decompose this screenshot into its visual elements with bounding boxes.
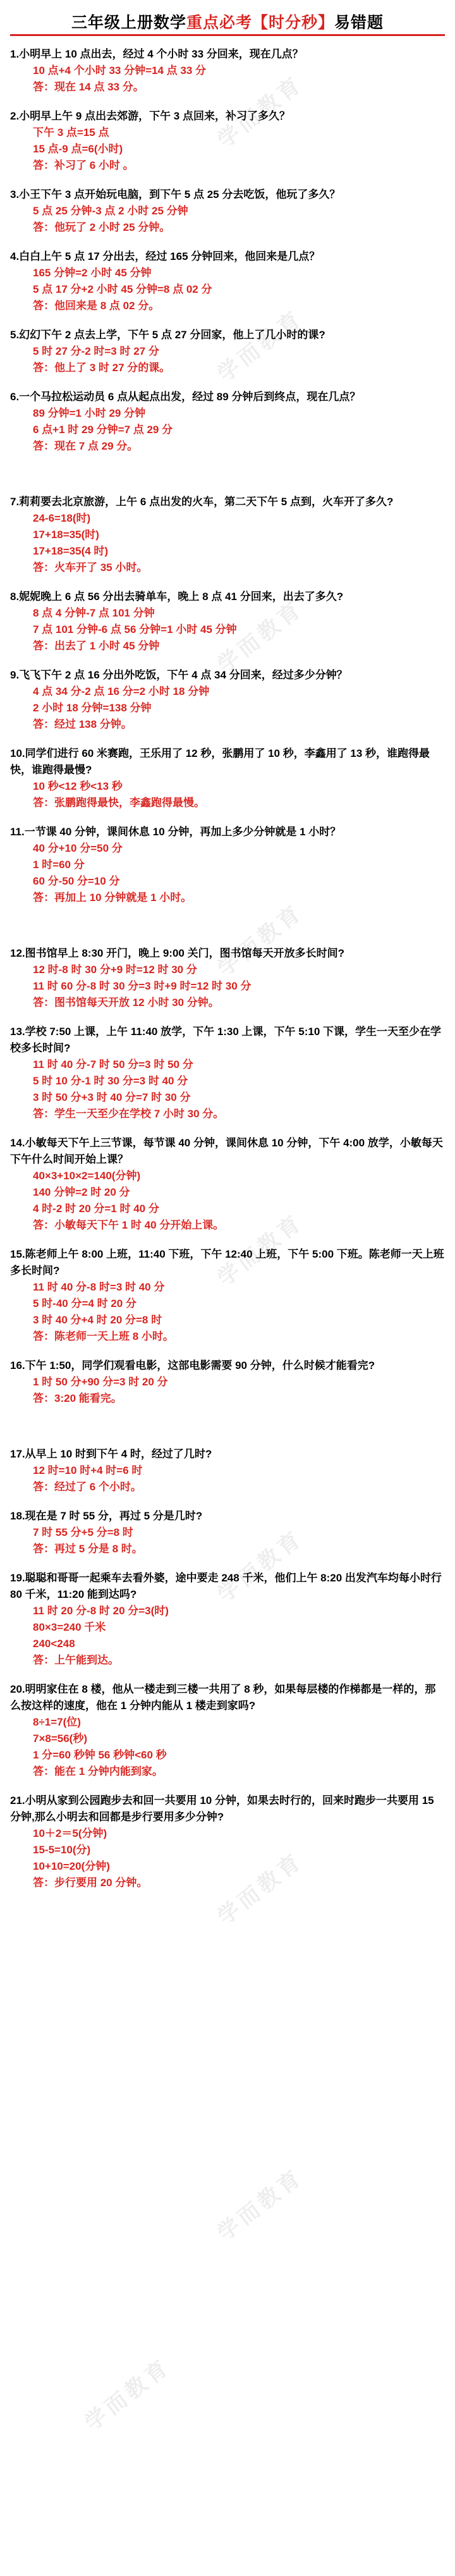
question-text: 2.小明早上午 9 点出去郊游，下午 3 点回来，补习了多久？ <box>10 110 290 122</box>
block-spacer <box>10 317 445 327</box>
questions-list <box>10 42 445 1904</box>
block-spacer <box>10 1236 445 1246</box>
question-block <box>10 824 445 906</box>
answer-line: 下午 3 点=15 点 <box>33 126 109 138</box>
block-spacer <box>10 98 445 108</box>
question-block <box>10 248 445 314</box>
answer-line: 1 时 50 分+90 分=3 时 20 分 <box>33 1376 168 1388</box>
question-text: 1.小明早上 10 点出去，经过 4 个小时 33 分回来，现在几点？ <box>10 48 303 60</box>
answer-line: 答：3:20 能看完。 <box>33 1392 122 1404</box>
watermark: 学而教育 <box>80 2354 175 2436</box>
answer-line: 4 时-2 时 20 分=1 时 40 分 <box>33 1203 159 1215</box>
title-divider <box>10 34 445 36</box>
answer-line: 89 分钟=1 小时 29 分钟 <box>33 407 146 419</box>
answer-line: 12 时-8 时 30 分+9 时=12 时 30 分 <box>33 964 197 976</box>
answer-line: 17+18=35(时) <box>33 529 99 541</box>
question-block <box>10 945 445 1011</box>
answer-line: 答：补习了 6 小时 。 <box>33 159 134 171</box>
answer-line: 12 时=10 时+4 时=6 时 <box>33 1464 143 1476</box>
answer-line: 24-6=18(时) <box>33 512 91 524</box>
watermark: 学而教育 <box>213 1210 308 1291</box>
answer-line: 1 时=60 分 <box>33 859 85 871</box>
watermark: 学而教育 <box>213 596 308 678</box>
block-spacer <box>10 1894 445 1904</box>
question-text: 19.聪聪和哥哥一起乘车去看外婆，途中要走 248 千米，他们上午 8:20 出发汽车均每小时行 80 千米，11:20 能到达吗? <box>10 1572 442 1600</box>
answer-line: 8 点 4 分钟-7 点 101 分钟 <box>33 607 155 619</box>
block-spacer <box>10 457 445 494</box>
answer-line: 5 时-40 分=4 时 20 分 <box>33 1297 136 1309</box>
answer-line: 答：经过了 6 个小时。 <box>33 1481 142 1493</box>
answer-line: 7 点 101 分钟-6 点 56 分钟=1 小时 45 分钟 <box>33 623 237 635</box>
answer-line: 答：小敏每天下午 1 时 40 分开始上课。 <box>33 1219 224 1231</box>
watermark: 学而教育 <box>213 2164 308 2246</box>
answer-line: 答：再过 5 分是 8 时。 <box>33 1543 143 1555</box>
answer-line: 2 小时 18 分钟=138 分钟 <box>33 702 152 714</box>
answer-line: 答：他回来是 8 点 02 分。 <box>33 300 160 312</box>
watermark: 学而教育 <box>213 1526 308 1607</box>
answer-line: 1 分=60 秒钟 56 秒钟<60 秒 <box>33 1749 167 1761</box>
answer-line: 10 秒<12 秒<13 秒 <box>33 780 123 792</box>
question-text: 17.从早上 10 时到下午 4 时，经过了几时? <box>10 1448 212 1460</box>
block-spacer <box>10 238 445 248</box>
question-block <box>10 1135 445 1234</box>
answer-line: 17+18=35(4 时) <box>33 545 109 557</box>
question-block <box>10 1446 445 1495</box>
watermark: 学而教育 <box>213 305 308 387</box>
block-spacer <box>10 814 445 824</box>
answer-line: 10＋2＝5(分钟) <box>33 1827 107 1839</box>
answer-line: 7×8=56(秒) <box>33 1733 87 1745</box>
block-spacer <box>10 1498 445 1508</box>
question-block <box>10 389 445 455</box>
watermark: 学而教育 <box>213 1848 308 1930</box>
answer-line: 40×3+10×2=140(分钟) <box>33 1170 141 1182</box>
answer-line: 40 分+10 分=50 分 <box>33 842 123 854</box>
block-spacer <box>10 379 445 389</box>
question-block <box>10 1570 445 1669</box>
block-spacer <box>10 1014 445 1024</box>
title-part-2: 重点必考【时分秒】 <box>186 14 334 32</box>
answer-line: 5 时 27 分-2 时=3 时 27 分 <box>33 345 159 357</box>
answer-line: 4 点 34 分-2 点 16 分=2 小时 18 分钟 <box>33 685 210 697</box>
answer-line: 165 分钟=2 小时 45 分钟 <box>33 267 152 279</box>
answer-line: 10+10=20(分钟) <box>33 1860 110 1872</box>
question-text: 3.小王下午 3 点开始玩电脑，到下午 5 点 25 分去吃饭，他玩了多久？ <box>10 188 341 200</box>
answer-line: 11 时 40 分-7 时 50 分=3 时 50 分 <box>33 1058 193 1070</box>
question-text: 4.白白上午 5 点 17 分出去，经过 165 分钟回来，他回来是几点？ <box>10 250 320 262</box>
question-text: 20.明明家住在 8 楼，他从一楼走到三楼一共用了 8 秒，如果每层楼的作梯都是一样的，那么按这样的速度，他在 1 分钟内能从 1 楼走到家吗? <box>10 1683 436 1712</box>
answer-line: 答：现在 7 点 29 分。 <box>33 440 138 452</box>
question-text: 14.小敏每天下午上三节课，每节课 40 分钟，课间休息 10 分钟，下午 4:00 放学，小敏每天下午什么时间开始上课？ <box>10 1137 443 1165</box>
answer-line: 5 时 10 分-1 时 30 分=3 时 40 分 <box>33 1075 188 1087</box>
question-text: 13.学校 7:50 上课，上午 11:40 放学，下午 1:30 上课，下午 5:10 下课，学生一天至少在学校多长时间? <box>10 1026 442 1054</box>
block-spacer <box>10 1347 445 1358</box>
question-text: 11.一节课 40 分钟，课间休息 10 分钟，再加上多少分钟就是 1 小时？ <box>10 826 341 838</box>
question-text: 18.现在是 7 时 55 分，再过 5 分是几时? <box>10 1510 203 1522</box>
answer-line: 答：上午能到达。 <box>33 1654 119 1666</box>
question-block <box>10 1508 445 1557</box>
block-spacer <box>10 1671 445 1681</box>
question-block <box>10 1024 445 1122</box>
answer-line: 8÷1=7(位) <box>33 1716 81 1728</box>
answer-line: 答：图书馆每天开放 12 小时 30 分钟。 <box>33 997 219 1009</box>
question-block <box>10 1358 445 1407</box>
answer-line: 答：再加上 10 分钟就是 1 小时。 <box>33 892 192 904</box>
question-block <box>10 667 445 733</box>
watermark: 学而教育 <box>213 71 308 153</box>
answer-line: 答：能在 1 分钟内能到家。 <box>33 1765 163 1777</box>
answer-line: 60 分-50 分=10 分 <box>33 875 120 887</box>
answer-line: 240<248 <box>33 1638 75 1650</box>
answer-line: 3 时 40 分+4 时 20 分=8 时 <box>33 1314 162 1326</box>
question-text: 5.幻幻下午 2 点去上学，下午 5 点 27 分回家，他上了几小时的课? <box>10 329 325 341</box>
answer-line: 6 点+1 时 29 分钟=7 点 29 分 <box>33 424 173 436</box>
question-text: 21.小明从家到公园跑步去和回一共要用 10 分钟，如果去时行的，回来时跑步一共要用 15 分钟,那么小明去和回都是步行要用多少分钟? <box>10 1794 434 1823</box>
answer-line: 80×3=240 千米 <box>33 1621 106 1633</box>
block-spacer <box>10 735 445 745</box>
answer-line: 7 时 55 分+5 分=8 时 <box>33 1526 133 1538</box>
block-spacer <box>10 1125 445 1135</box>
answer-line: 140 分钟=2 时 20 分 <box>33 1186 130 1198</box>
answer-line: 11 时 60 分-8 时 30 分=3 时+9 时=12 时 30 分 <box>33 980 252 992</box>
block-spacer <box>10 909 445 945</box>
question-text: 8.妮妮晚上 6 点 56 分出去骑单车，晚上 8 点 41 分回来，出去了多久? <box>10 591 344 603</box>
question-block <box>10 745 445 811</box>
answer-line: 15 点-9 点=6(小时) <box>33 143 123 155</box>
block-spacer <box>10 1409 445 1446</box>
answer-line: 11 时 40 分-8 时=3 时 40 分 <box>33 1281 165 1293</box>
question-block <box>10 1246 445 1345</box>
answer-line: 答：步行要用 20 分钟。 <box>33 1877 148 1889</box>
answer-line: 11 时 20 分-8 时 20 分=3(时) <box>33 1605 169 1617</box>
question-block <box>10 1681 445 1780</box>
question-text: 10.同学们进行 60 米赛跑，王乐用了 12 秒，张鹏用了 10 秒，李鑫用了 13 秒，谁跑得最快，谁跑得最慢? <box>10 747 430 776</box>
block-spacer <box>10 657 445 667</box>
question-block <box>10 494 445 576</box>
block-spacer <box>10 579 445 589</box>
question-text: 15.陈老师上午 8:00 上班，11:40 下班，下午 12:40 上班，下午 5:00 下班。陈老师一天上班多长时间? <box>10 1248 444 1277</box>
block-spacer <box>10 1560 445 1570</box>
answer-line: 答：现在 14 点 33 分。 <box>33 81 144 93</box>
answer-line: 答：陈老师一天上班 8 小时。 <box>33 1330 174 1342</box>
block-spacer <box>10 176 445 187</box>
title-part-1: 三年级上册数学 <box>71 14 186 32</box>
answer-line: 3 时 50 分+3 时 40 分=7 时 30 分 <box>33 1091 191 1103</box>
answer-line: 答：出去了 1 小时 45 分钟 <box>33 640 160 652</box>
answer-line: 答：经过 138 分钟。 <box>33 718 132 730</box>
question-text: 12.图书馆早上 8:30 开门，晚上 9:00 关门，图书馆每天开放多长时间? <box>10 947 344 959</box>
question-block <box>10 327 445 376</box>
question-block <box>10 108 445 174</box>
question-block <box>10 187 445 236</box>
answer-line: 答：学生一天至少在学校 7 小时 30 分。 <box>33 1108 224 1120</box>
answer-line: 答：张鹏跑得最快，李鑫跑得最慢。 <box>33 797 205 809</box>
question-block <box>10 46 445 95</box>
question-block <box>10 1793 445 1891</box>
question-text: 16.下午 1:50，同学们观看电影，这部电影需要 90 分钟，什么时候才能看完? <box>10 1359 375 1371</box>
page-title <box>10 6 445 42</box>
answer-line: 10 点+4 个小时 33 分钟=14 点 33 分 <box>33 64 207 77</box>
watermark: 学而教育 <box>213 900 308 981</box>
answer-line: 答：他上了 3 时 27 分的课。 <box>33 362 171 374</box>
block-spacer <box>10 1782 445 1793</box>
answer-line: 答：火车开了 35 小时。 <box>33 561 148 573</box>
answer-line: 5 点 25 分钟-3 点 2 小时 25 分钟 <box>33 205 188 217</box>
question-text: 7.莉莉要去北京旅游，上午 6 点出发的火车，第二天下午 5 点到，火车开了多久? <box>10 496 394 508</box>
answer-line: 5 点 17 分+2 小时 45 分钟=8 点 02 分 <box>33 283 212 295</box>
question-text: 9.飞飞下午 2 点 16 分出外吃饭，下午 4 点 34 分回来，经过多少分钟？ <box>10 669 348 681</box>
question-block <box>10 589 445 654</box>
answer-line: 15-5=10(分) <box>33 1844 91 1856</box>
answer-line: 答：他玩了 2 小时 25 分钟。 <box>33 221 171 233</box>
question-text: 6.一个马拉松运动员 6 点从起点出发，经过 89 分钟后到终点，现在几点？ <box>10 391 361 403</box>
title-part-3: 易错题 <box>334 14 384 32</box>
